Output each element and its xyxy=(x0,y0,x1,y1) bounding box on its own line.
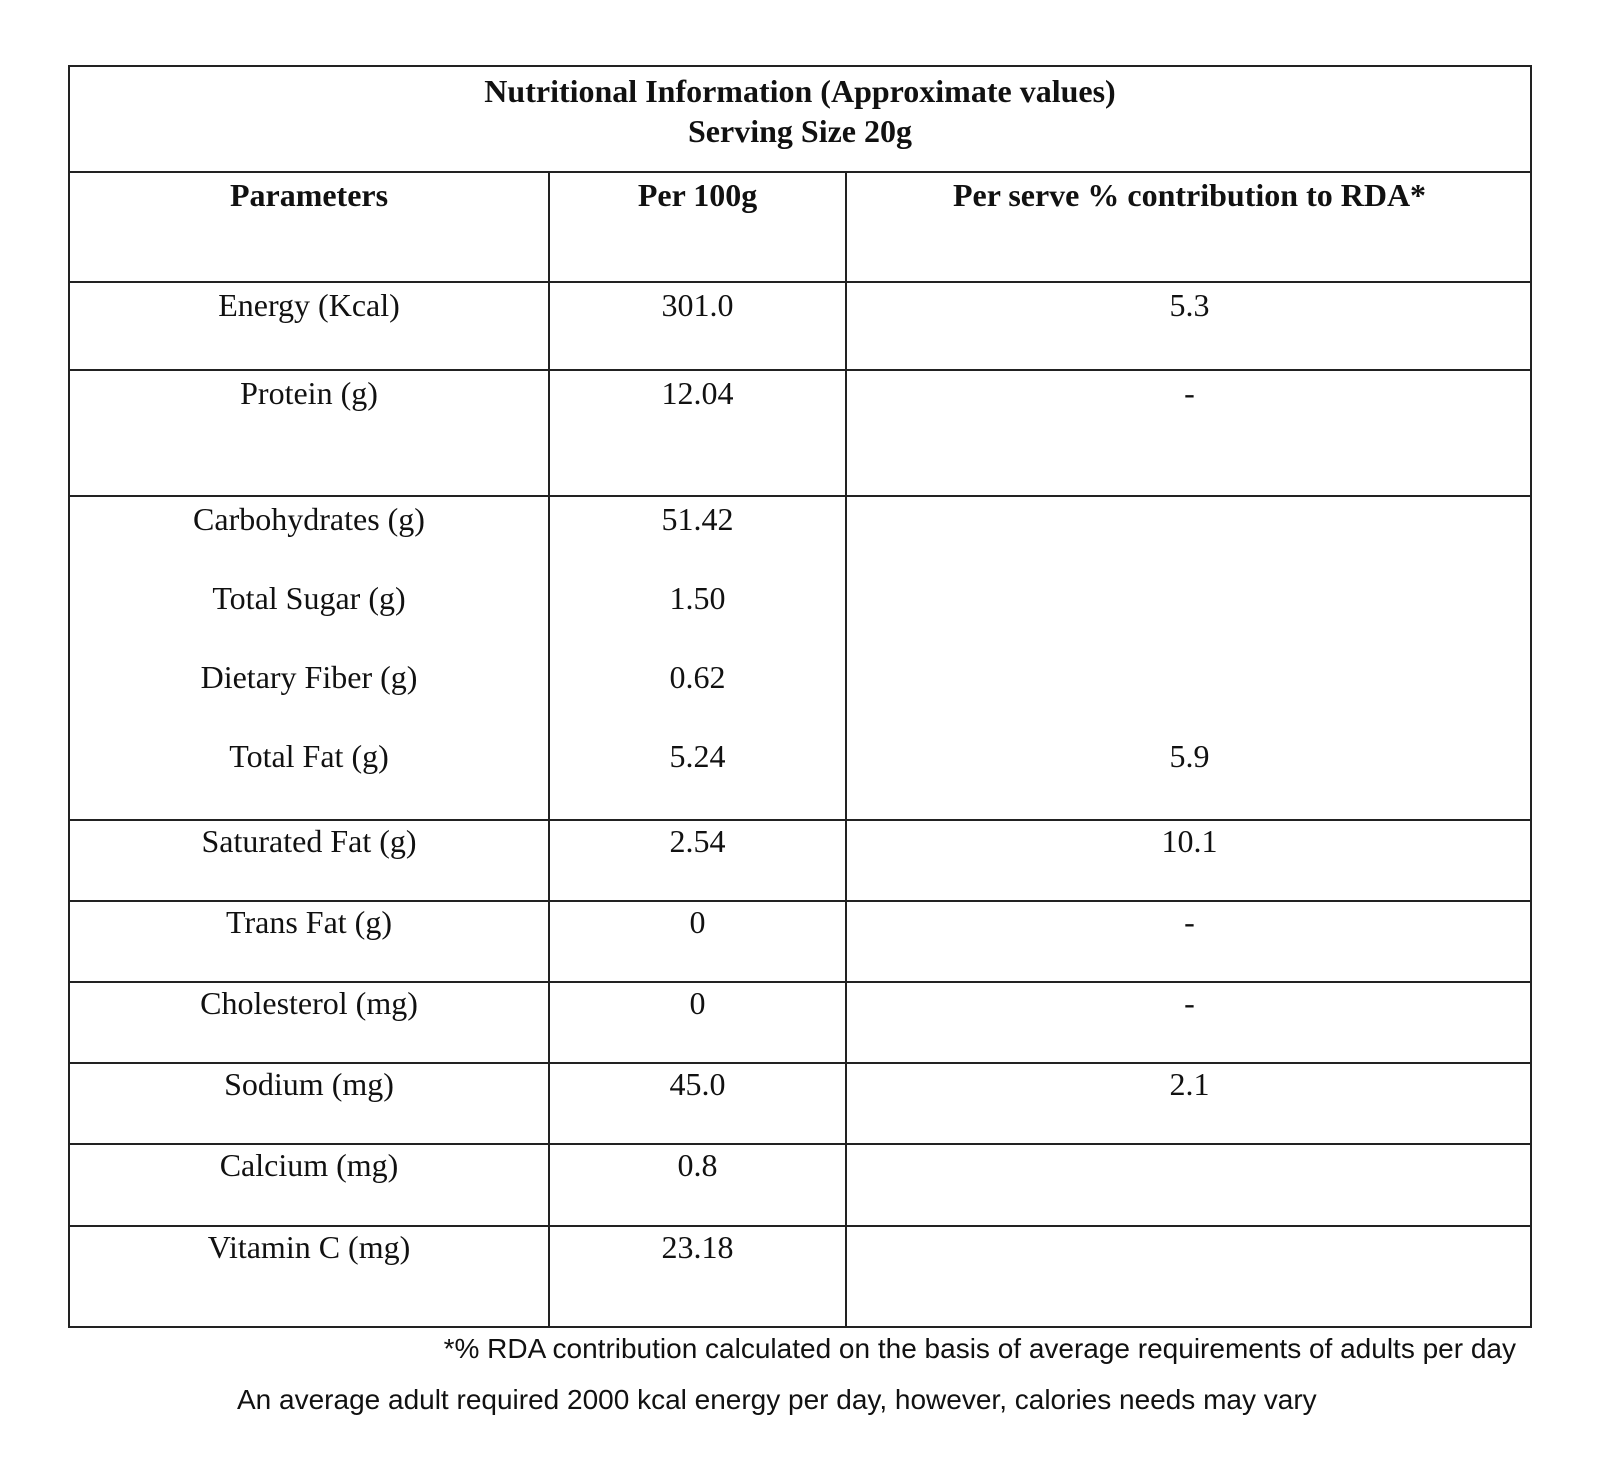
header-parameters: Parameters xyxy=(229,177,389,213)
rda-value: 5.9 xyxy=(1169,738,1210,774)
table-row xyxy=(70,1227,1530,1326)
header-per-100g: Per 100g xyxy=(548,173,845,281)
table-row xyxy=(70,1145,1530,1227)
param-label: Energy (Kcal) xyxy=(218,287,400,323)
param-label: Calcium (mg) xyxy=(219,1147,399,1183)
header-row xyxy=(70,173,1530,283)
nutrition-table xyxy=(68,65,1532,1328)
title-line-1: Nutritional Information (Approximate values) xyxy=(484,73,1116,109)
param-label: Trans Fat (g) xyxy=(226,904,392,940)
per100g-value: 12.04 xyxy=(661,375,734,411)
per100g-value: 0.8 xyxy=(677,1147,718,1183)
per100g-value: 45.0 xyxy=(669,1066,726,1102)
rda-value: 10.1 xyxy=(1161,823,1218,859)
rda-value: 5.3 xyxy=(1169,287,1210,323)
rda-value: - xyxy=(1184,904,1195,940)
param-label: Vitamin C (mg) xyxy=(207,1229,411,1265)
rda-value: - xyxy=(1184,985,1195,1021)
per100g-value: 0 xyxy=(689,904,706,940)
param-label: Total Fat (g) xyxy=(229,738,389,774)
per100g-value: 23.18 xyxy=(661,1229,734,1265)
param-label: Total Sugar (g) xyxy=(212,580,406,616)
param-label: Cholesterol (mg) xyxy=(200,985,418,1021)
serving-size: Serving Size 20g xyxy=(688,113,912,149)
table-row xyxy=(70,1064,1530,1145)
per100g-value: 2.54 xyxy=(669,823,726,859)
footnote-rda: *% RDA contribution calculated on the basis of average requirements of adults per day xyxy=(443,1333,1516,1364)
table-row-group xyxy=(70,497,1530,821)
rda-value: - xyxy=(1184,375,1195,411)
table-row xyxy=(70,283,1530,371)
per100g-value: 1.50 xyxy=(669,580,726,616)
rda-value: 2.1 xyxy=(1169,1066,1210,1102)
footnote-energy: An average adult required 2000 kcal energy per day, however, calories needs may vary xyxy=(237,1384,1317,1415)
per100g-value: 0.62 xyxy=(669,659,726,695)
table-title xyxy=(70,67,1530,173)
table-row xyxy=(70,371,1530,497)
per100g-value: 51.42 xyxy=(661,501,734,537)
param-label: Protein (g) xyxy=(240,375,378,411)
param-label: Sodium (mg) xyxy=(224,1066,394,1102)
table-row xyxy=(70,983,1530,1064)
per100g-value: 5.24 xyxy=(669,738,726,774)
per100g-value: 301.0 xyxy=(661,287,734,323)
table-row xyxy=(70,902,1530,983)
per100g-value: 0 xyxy=(689,985,706,1021)
table-row xyxy=(70,821,1530,902)
param-label: Dietary Fiber (g) xyxy=(200,659,418,695)
param-label: Carbohydrates (g) xyxy=(193,501,425,537)
param-label: Saturated Fat (g) xyxy=(201,823,417,859)
header-rda: Per serve % contribution to RDA* xyxy=(845,173,1532,281)
